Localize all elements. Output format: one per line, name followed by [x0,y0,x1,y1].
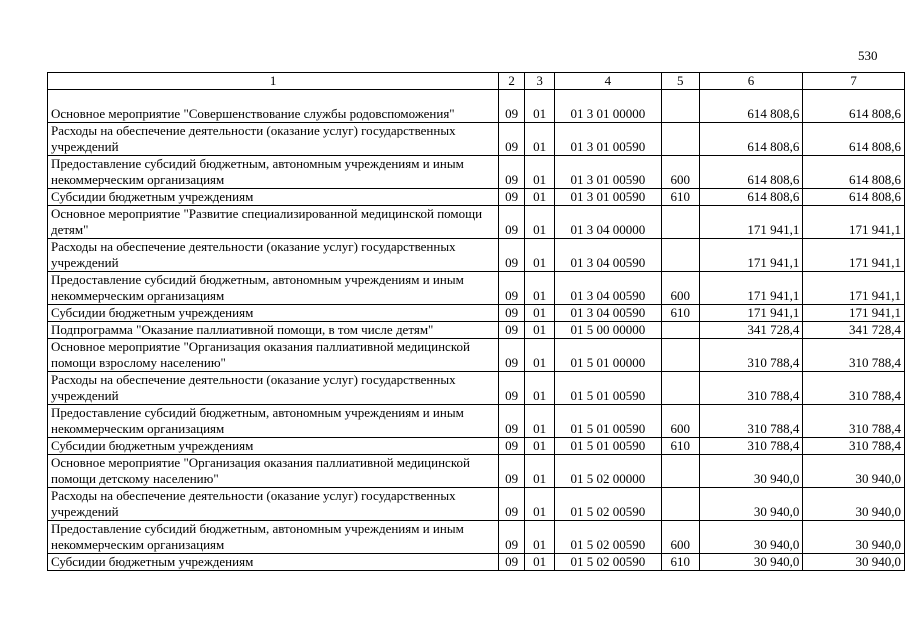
amount-cell-7: 30 940,0 [803,488,905,521]
section-code-cell: 09 [499,156,525,189]
target-article-cell: 01 5 00 00000 [555,322,662,339]
column-header: 2 [499,73,525,90]
amount-cell-7: 310 788,4 [803,339,905,372]
table-row [48,322,905,339]
target-article-cell: 01 5 02 00590 [555,488,662,521]
column-header: 1 [48,73,499,90]
section-code-cell: 09 [499,322,525,339]
item-name-cell: Субсидии бюджетным учреждениям [48,189,499,206]
amount-cell-7: 614 808,6 [803,156,905,189]
subsection-code-cell: 01 [525,405,555,438]
subsection-code-cell: 01 [525,438,555,455]
section-code-cell: 09 [499,206,525,239]
item-name-cell: Основное мероприятие "Организация оказания паллиативной медицинской помощи детскому населению" [48,455,499,488]
column-header: 5 [661,73,699,90]
expense-type-cell [661,206,699,239]
amount-cell-6: 171 941,1 [699,239,803,272]
table-row [48,156,905,189]
section-code-cell: 09 [499,372,525,405]
expense-type-cell [661,322,699,339]
target-article-cell: 01 3 04 00590 [555,239,662,272]
expense-type-cell: 600 [661,405,699,438]
amount-cell-6: 171 941,1 [699,206,803,239]
target-article-cell: 01 5 01 00590 [555,372,662,405]
item-name-cell: Расходы на обеспечение деятельности (оказание услуг) государственных учреждений [48,372,499,405]
item-name-cell: Субсидии бюджетным учреждениям [48,305,499,322]
table-row [48,90,905,123]
amount-cell-6: 614 808,6 [699,189,803,206]
item-name-cell: Предоставление субсидий бюджетным, автономным учреждениям и иным некоммерческим организациям [48,405,499,438]
amount-cell-6: 310 788,4 [699,405,803,438]
expense-type-cell: 610 [661,305,699,322]
item-name-cell: Предоставление субсидий бюджетным, автономным учреждениям и иным некоммерческим организациям [48,521,499,554]
amount-cell-6: 310 788,4 [699,438,803,455]
target-article-cell: 01 3 01 00590 [555,123,662,156]
amount-cell-7: 310 788,4 [803,405,905,438]
subsection-code-cell: 01 [525,372,555,405]
target-article-cell: 01 5 01 00590 [555,438,662,455]
amount-cell-6: 30 940,0 [699,521,803,554]
expense-type-cell [661,239,699,272]
expense-type-cell: 600 [661,272,699,305]
item-name-cell: Основное мероприятие "Совершенствование службы родовспоможения" [48,90,499,123]
table-row [48,123,905,156]
table-row [48,488,905,521]
expense-type-cell: 610 [661,554,699,571]
item-name-cell: Субсидии бюджетным учреждениям [48,438,499,455]
subsection-code-cell: 01 [525,305,555,322]
expense-type-cell: 600 [661,521,699,554]
amount-cell-6: 171 941,1 [699,305,803,322]
amount-cell-6: 310 788,4 [699,339,803,372]
column-header: 6 [699,73,803,90]
subsection-code-cell: 01 [525,90,555,123]
section-code-cell: 09 [499,239,525,272]
amount-cell-6: 171 941,1 [699,272,803,305]
table-row [48,405,905,438]
expense-type-cell: 610 [661,438,699,455]
amount-cell-7: 171 941,1 [803,305,905,322]
table-row [48,339,905,372]
amount-cell-7: 171 941,1 [803,206,905,239]
section-code-cell: 09 [499,339,525,372]
target-article-cell: 01 5 02 00590 [555,554,662,571]
expense-type-cell [661,488,699,521]
column-header: 7 [803,73,905,90]
expense-type-cell: 610 [661,189,699,206]
item-name-cell: Основное мероприятие "Организация оказания паллиативной медицинской помощи взрослому населению" [48,339,499,372]
section-code-cell: 09 [499,90,525,123]
target-article-cell: 01 3 04 00590 [555,272,662,305]
item-name-cell: Предоставление субсидий бюджетным, автономным учреждениям и иным некоммерческим организациям [48,272,499,305]
section-code-cell: 09 [499,521,525,554]
section-code-cell: 09 [499,488,525,521]
item-name-cell: Расходы на обеспечение деятельности (оказание услуг) государственных учреждений [48,488,499,521]
table-row [48,455,905,488]
amount-cell-6: 614 808,6 [699,90,803,123]
table-row [48,189,905,206]
amount-cell-6: 614 808,6 [699,123,803,156]
amount-cell-7: 310 788,4 [803,438,905,455]
table-row [48,206,905,239]
column-header: 3 [525,73,555,90]
expense-type-cell: 600 [661,156,699,189]
subsection-code-cell: 01 [525,322,555,339]
expense-type-cell [661,372,699,405]
page-number: 530 [858,48,878,63]
budget-table [47,72,905,571]
amount-cell-7: 30 940,0 [803,554,905,571]
section-code-cell: 09 [499,305,525,322]
column-header: 4 [555,73,662,90]
subsection-code-cell: 01 [525,455,555,488]
amount-cell-7: 614 808,6 [803,189,905,206]
subsection-code-cell: 01 [525,189,555,206]
subsection-code-cell: 01 [525,123,555,156]
amount-cell-7: 310 788,4 [803,372,905,405]
target-article-cell: 01 5 02 00000 [555,455,662,488]
item-name-cell: Предоставление субсидий бюджетным, автономным учреждениям и иным некоммерческим организациям [48,156,499,189]
target-article-cell: 01 3 01 00590 [555,156,662,189]
table-row [48,305,905,322]
subsection-code-cell: 01 [525,554,555,571]
table-row [48,272,905,305]
subsection-code-cell: 01 [525,488,555,521]
item-name-cell: Расходы на обеспечение деятельности (оказание услуг) государственных учреждений [48,123,499,156]
target-article-cell: 01 3 01 00000 [555,90,662,123]
amount-cell-6: 30 940,0 [699,488,803,521]
section-code-cell: 09 [499,438,525,455]
section-code-cell: 09 [499,405,525,438]
amount-cell-7: 614 808,6 [803,123,905,156]
amount-cell-6: 30 940,0 [699,554,803,571]
target-article-cell: 01 3 04 00000 [555,206,662,239]
section-code-cell: 09 [499,189,525,206]
section-code-cell: 09 [499,554,525,571]
subsection-code-cell: 01 [525,339,555,372]
subsection-code-cell: 01 [525,272,555,305]
expense-type-cell [661,123,699,156]
table-row [48,239,905,272]
amount-cell-7: 171 941,1 [803,239,905,272]
item-name-cell: Расходы на обеспечение деятельности (оказание услуг) государственных учреждений [48,239,499,272]
amount-cell-7: 171 941,1 [803,272,905,305]
table-row [48,438,905,455]
amount-cell-7: 30 940,0 [803,455,905,488]
subsection-code-cell: 01 [525,521,555,554]
target-article-cell: 01 3 01 00590 [555,189,662,206]
target-article-cell: 01 5 02 00590 [555,521,662,554]
target-article-cell: 01 3 04 00590 [555,305,662,322]
header-row [48,73,905,90]
amount-cell-6: 614 808,6 [699,156,803,189]
target-article-cell: 01 5 01 00590 [555,405,662,438]
target-article-cell: 01 5 01 00000 [555,339,662,372]
amount-cell-7: 614 808,6 [803,90,905,123]
table-row [48,372,905,405]
subsection-code-cell: 01 [525,156,555,189]
subsection-code-cell: 01 [525,239,555,272]
amount-cell-6: 310 788,4 [699,372,803,405]
section-code-cell: 09 [499,455,525,488]
amount-cell-6: 30 940,0 [699,455,803,488]
subsection-code-cell: 01 [525,206,555,239]
section-code-cell: 09 [499,123,525,156]
amount-cell-7: 341 728,4 [803,322,905,339]
table-row [48,554,905,571]
item-name-cell: Основное мероприятие "Развитие специализированной медицинской помощи детям" [48,206,499,239]
item-name-cell: Субсидии бюджетным учреждениям [48,554,499,571]
section-code-cell: 09 [499,272,525,305]
amount-cell-7: 30 940,0 [803,521,905,554]
table-row [48,521,905,554]
item-name-cell: Подпрограмма "Оказание паллиативной помощи, в том числе детям" [48,322,499,339]
amount-cell-6: 341 728,4 [699,322,803,339]
expense-type-cell [661,455,699,488]
expense-type-cell [661,339,699,372]
expense-type-cell [661,90,699,123]
